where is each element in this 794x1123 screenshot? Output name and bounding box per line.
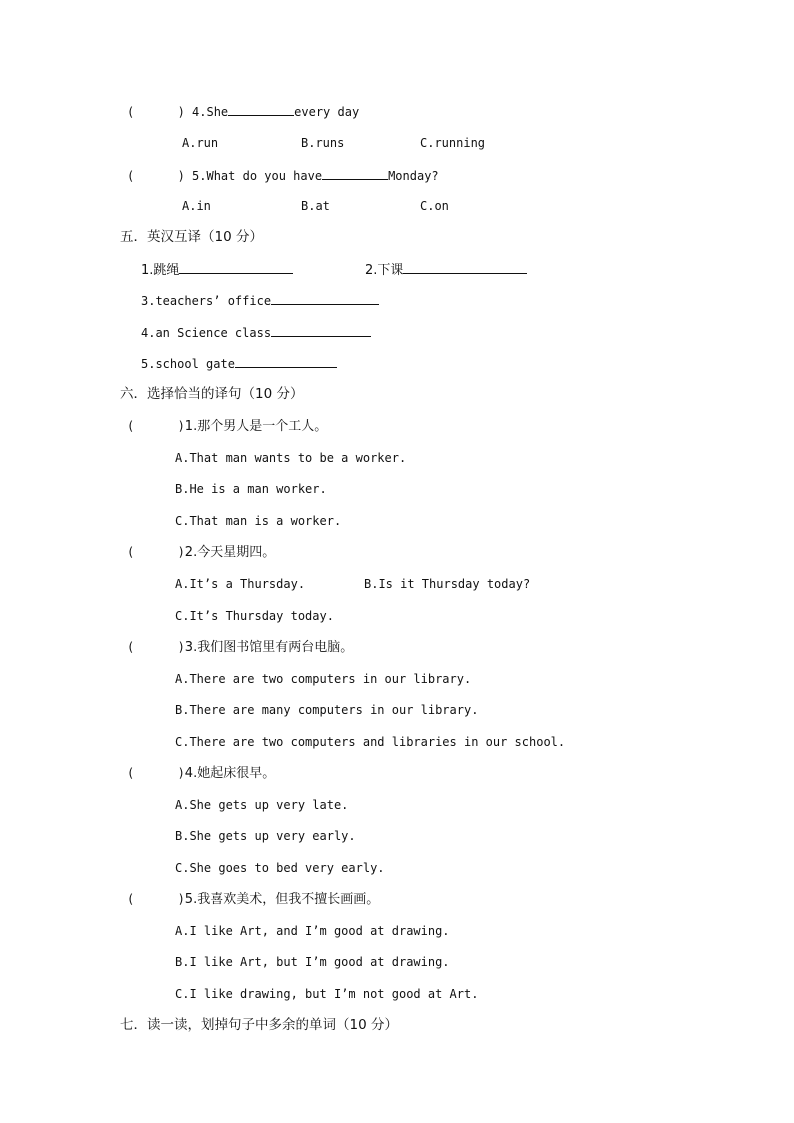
translate-item-3 bbox=[141, 292, 379, 309]
question-4 bbox=[127, 765, 275, 782]
section-6-title: 六．选择恰当的译句（10 分） bbox=[120, 386, 304, 402]
option-a: A.That man wants to be a worker. bbox=[175, 451, 407, 465]
option-a: A.I like Art, and I’m good at drawing. bbox=[175, 924, 450, 938]
option-a: A.run bbox=[182, 136, 219, 150]
option-b: B.at bbox=[301, 199, 330, 213]
option-b: B.There are many computers in our library. bbox=[175, 703, 479, 717]
option-c: C.running bbox=[420, 136, 486, 150]
answer-bracket[interactable]: ( ) bbox=[127, 766, 185, 780]
question-1 bbox=[127, 418, 327, 435]
question-stem: 2.今天星期四。 bbox=[184, 545, 276, 560]
option-b: B.I like Art, but I’m good at drawing. bbox=[175, 955, 450, 969]
answer-blank[interactable] bbox=[235, 355, 337, 368]
option-a: A.She gets up very late. bbox=[175, 798, 349, 812]
option-b: B.Is it Thursday today? bbox=[364, 577, 531, 591]
translate-item-5 bbox=[141, 355, 337, 372]
answer-bracket[interactable]: ( ) bbox=[127, 545, 185, 559]
answer-bracket[interactable]: ( ) bbox=[127, 892, 185, 906]
option-c: C.There are two computers and libraries in our school. bbox=[175, 735, 566, 749]
question-stem-end: every day bbox=[294, 105, 360, 119]
answer-blank[interactable] bbox=[322, 167, 388, 180]
question-stem: 1.那个男人是一个工人。 bbox=[184, 419, 328, 434]
option-a: A.It’s a Thursday. bbox=[175, 577, 306, 591]
option-b: B.She gets up very early. bbox=[175, 829, 356, 843]
item-label: 4.an Science class bbox=[141, 326, 272, 340]
answer-bracket[interactable]: ( ) bbox=[127, 640, 185, 654]
translate-item-4 bbox=[141, 324, 371, 341]
section-7-title: 七．读一读，划掉句子中多余的单词（10 分） bbox=[120, 1017, 398, 1033]
translate-item-2 bbox=[365, 261, 527, 279]
option-a: A.There are two computers in our library. bbox=[175, 672, 472, 686]
answer-bracket[interactable]: ( ) bbox=[127, 105, 185, 119]
question-stem: 5.What do you have bbox=[192, 169, 323, 183]
question-stem: 4.她起床很早。 bbox=[184, 766, 276, 781]
answer-bracket[interactable]: ( ) bbox=[127, 169, 185, 183]
question-5 bbox=[127, 167, 439, 184]
option-c: C.It’s Thursday today. bbox=[175, 609, 334, 623]
question-stem: 3.我们图书馆里有两台电脑。 bbox=[184, 640, 354, 655]
item-label: 3.teachers’ office bbox=[141, 294, 272, 308]
question-stem: 5.我喜欢美术，但我不擅长画画。 bbox=[184, 892, 380, 907]
option-c: C.I like drawing, but I’m not good at Art. bbox=[175, 987, 479, 1001]
question-4 bbox=[127, 103, 359, 120]
translate-item-1 bbox=[141, 261, 293, 279]
item-label: 5.school gate bbox=[141, 357, 235, 371]
answer-blank[interactable] bbox=[403, 261, 527, 274]
option-c: C.She goes to bed very early. bbox=[175, 861, 385, 875]
answer-bracket[interactable]: ( ) bbox=[127, 419, 185, 433]
question-stem-end: Monday? bbox=[388, 169, 439, 183]
answer-blank[interactable] bbox=[271, 292, 379, 305]
answer-blank[interactable] bbox=[271, 324, 371, 337]
option-b: B.He is a man worker. bbox=[175, 482, 327, 496]
item-label: 1.跳绳 bbox=[141, 263, 180, 278]
question-stem: 4.She bbox=[192, 105, 229, 119]
option-b: B.runs bbox=[301, 136, 345, 150]
question-5 bbox=[127, 891, 379, 908]
option-a: A.in bbox=[182, 199, 211, 213]
option-c: C.on bbox=[420, 199, 449, 213]
section-5-title: 五．英汉互译（10 分） bbox=[120, 229, 263, 245]
question-2 bbox=[127, 544, 275, 561]
item-label: 2.下课 bbox=[365, 263, 404, 278]
question-3 bbox=[127, 639, 353, 656]
answer-blank[interactable] bbox=[179, 261, 293, 274]
option-c: C.That man is a worker. bbox=[175, 514, 342, 528]
answer-blank[interactable] bbox=[228, 103, 294, 116]
